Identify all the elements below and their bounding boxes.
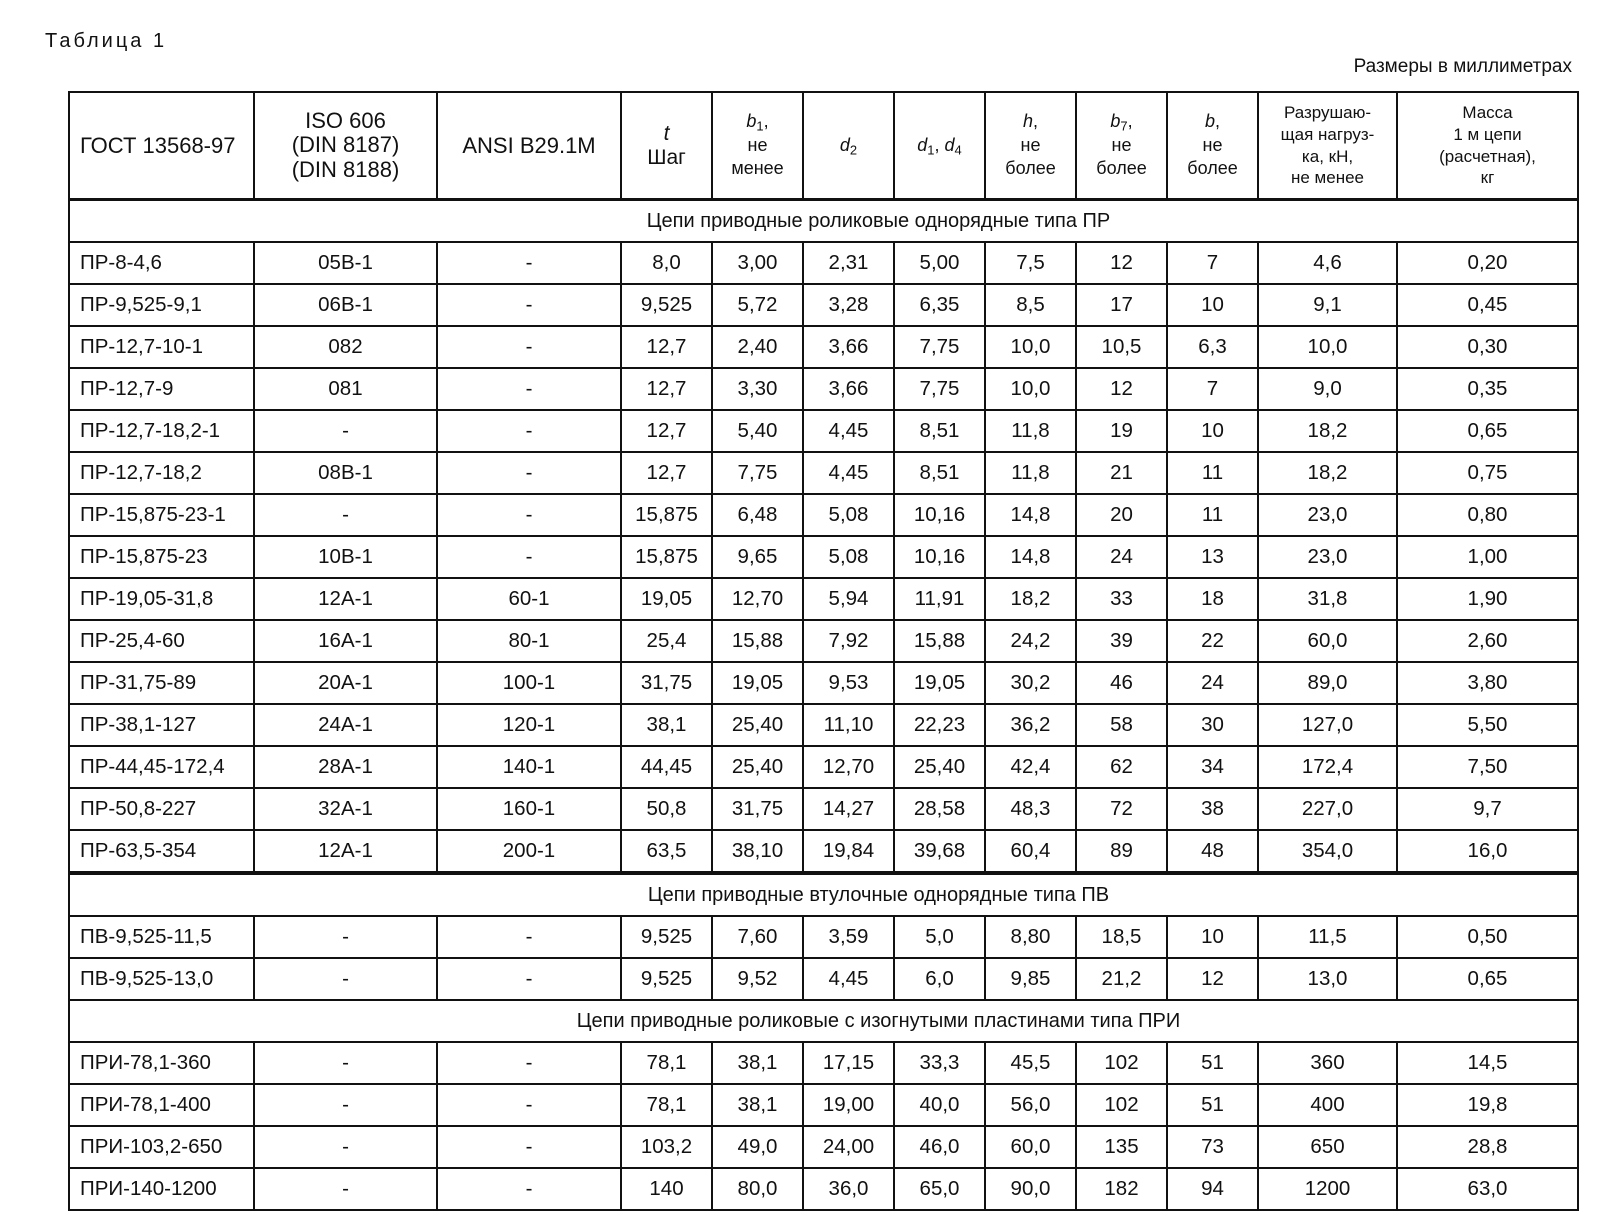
- table-cell: ПР-9,525-9,1: [69, 284, 254, 326]
- table-cell: 31,75: [712, 788, 803, 830]
- table-cell: 9,0: [1258, 368, 1397, 410]
- table-cell: 18,5: [1076, 916, 1167, 958]
- table-cell: 0,45: [1397, 284, 1578, 326]
- section-title: Цепи приводные роликовые однорядные типа ПР: [69, 200, 1578, 243]
- table-cell: 11,91: [894, 578, 985, 620]
- table-row: [69, 326, 1578, 368]
- table-cell: 160-1: [437, 788, 621, 830]
- table-cell: 38,1: [712, 1042, 803, 1084]
- table-row: [69, 958, 1578, 1000]
- table-cell: 650: [1258, 1126, 1397, 1168]
- table-cell: -: [437, 494, 621, 536]
- header-row: [69, 92, 1578, 200]
- header-mass: Масса 1 м цепи (расчетная), кг: [1397, 92, 1578, 200]
- table-cell: 42,4: [985, 746, 1076, 788]
- table-cell: 9,53: [803, 662, 894, 704]
- table-cell: 354,0: [1258, 830, 1397, 873]
- table-cell: 3,30: [712, 368, 803, 410]
- table-cell: 1,90: [1397, 578, 1578, 620]
- table-cell: 12,7: [621, 326, 712, 368]
- header-d1-d4: $d_1$, $d_4$: [894, 92, 985, 200]
- table-cell: 33: [1076, 578, 1167, 620]
- table-cell: -: [437, 916, 621, 958]
- table-cell: 16,0: [1397, 830, 1578, 873]
- section-row: [69, 200, 1578, 243]
- table-cell: 3,66: [803, 326, 894, 368]
- table-row: [69, 578, 1578, 620]
- section-title: Цепи приводные втулочные однорядные типа ПВ: [69, 873, 1578, 916]
- table-cell: 11: [1167, 452, 1258, 494]
- table-cell: 19,05: [712, 662, 803, 704]
- table-cell: 14,8: [985, 494, 1076, 536]
- table-cell: -: [437, 410, 621, 452]
- table-cell: 38,10: [712, 830, 803, 873]
- table-cell: 7,60: [712, 916, 803, 958]
- table-cell: 72: [1076, 788, 1167, 830]
- header-pitch: t Шаг: [621, 92, 712, 200]
- table-cell: 18,2: [1258, 410, 1397, 452]
- table-cell: 4,6: [1258, 242, 1397, 284]
- table-cell: 31,8: [1258, 578, 1397, 620]
- table-cell: 127,0: [1258, 704, 1397, 746]
- table-cell: 7,5: [985, 242, 1076, 284]
- table-row: [69, 1126, 1578, 1168]
- section-row: [69, 873, 1578, 916]
- table-cell: ПРИ-103,2-650: [69, 1126, 254, 1168]
- table-cell: 12: [1076, 242, 1167, 284]
- table-cell: 12А-1: [254, 830, 437, 873]
- table-row: [69, 788, 1578, 830]
- table-cell: 7,75: [894, 368, 985, 410]
- table-row: [69, 916, 1578, 958]
- header-breaking-load: Разрушаю- щая нагруз- ка, кН, не менее: [1258, 92, 1397, 200]
- table-cell: 12,7: [621, 410, 712, 452]
- table-row: [69, 1084, 1578, 1126]
- table-cell: 44,45: [621, 746, 712, 788]
- table-cell: 082: [254, 326, 437, 368]
- table-cell: 0,65: [1397, 410, 1578, 452]
- header-d2: $d_2$: [803, 92, 894, 200]
- table-cell: 38: [1167, 788, 1258, 830]
- table-cell: 200-1: [437, 830, 621, 873]
- header-h: h, не более: [985, 92, 1076, 200]
- table-cell: 24: [1076, 536, 1167, 578]
- table-row: [69, 746, 1578, 788]
- table-cell: ПРИ-78,1-400: [69, 1084, 254, 1126]
- table-cell: 7: [1167, 242, 1258, 284]
- table-cell: 18,2: [985, 578, 1076, 620]
- table-cell: 31,75: [621, 662, 712, 704]
- table-row: [69, 242, 1578, 284]
- table-cell: 38,1: [712, 1084, 803, 1126]
- table-cell: 24,2: [985, 620, 1076, 662]
- table-cell: 90,0: [985, 1168, 1076, 1210]
- table-cell: -: [254, 916, 437, 958]
- table-cell: 9,525: [621, 284, 712, 326]
- table-cell: 0,65: [1397, 958, 1578, 1000]
- table-cell: ПВ-9,525-11,5: [69, 916, 254, 958]
- table-cell: 17,15: [803, 1042, 894, 1084]
- table-cell: 28,58: [894, 788, 985, 830]
- table-cell: 9,525: [621, 958, 712, 1000]
- table-cell: 102: [1076, 1042, 1167, 1084]
- table-cell: -: [437, 958, 621, 1000]
- table-cell: ПР-15,875-23: [69, 536, 254, 578]
- table-cell: 102: [1076, 1084, 1167, 1126]
- table-cell: -: [254, 494, 437, 536]
- table-row: [69, 662, 1578, 704]
- table-cell: -: [254, 1126, 437, 1168]
- table-cell: 081: [254, 368, 437, 410]
- table-cell: 28,8: [1397, 1126, 1578, 1168]
- table-cell: -: [437, 452, 621, 494]
- table-cell: 48,3: [985, 788, 1076, 830]
- table-cell: 1,00: [1397, 536, 1578, 578]
- table-cell: 17: [1076, 284, 1167, 326]
- table-cell: ПВ-9,525-13,0: [69, 958, 254, 1000]
- table-cell: ПР-12,7-10-1: [69, 326, 254, 368]
- table-cell: 60-1: [437, 578, 621, 620]
- table-cell: 45,5: [985, 1042, 1076, 1084]
- table-cell: 227,0: [1258, 788, 1397, 830]
- table-cell: 13,0: [1258, 958, 1397, 1000]
- table-cell: 36,0: [803, 1168, 894, 1210]
- table-cell: 10,0: [985, 326, 1076, 368]
- table-cell: ПР-19,05-31,8: [69, 578, 254, 620]
- table-cell: 39: [1076, 620, 1167, 662]
- table-cell: 9,525: [621, 916, 712, 958]
- table-cell: 8,5: [985, 284, 1076, 326]
- table-cell: 135: [1076, 1126, 1167, 1168]
- table-cell: 12: [1076, 368, 1167, 410]
- table-row: [69, 1042, 1578, 1084]
- table-cell: 5,50: [1397, 704, 1578, 746]
- table-cell: -: [437, 284, 621, 326]
- table-cell: ПР-12,7-9: [69, 368, 254, 410]
- table-cell: 63,0: [1397, 1168, 1578, 1210]
- table-cell: 50,8: [621, 788, 712, 830]
- table-cell: 11,5: [1258, 916, 1397, 958]
- table-cell: 7,75: [712, 452, 803, 494]
- table-cell: 10В-1: [254, 536, 437, 578]
- table-cell: 25,40: [712, 746, 803, 788]
- header-gost: ГОСТ 13568-97: [69, 92, 254, 200]
- table-cell: 182: [1076, 1168, 1167, 1210]
- table-cell: 19: [1076, 410, 1167, 452]
- table-cell: 10,0: [1258, 326, 1397, 368]
- table-cell: 23,0: [1258, 494, 1397, 536]
- table-cell: 15,875: [621, 536, 712, 578]
- table-row: [69, 368, 1578, 410]
- table-cell: 6,0: [894, 958, 985, 1000]
- table-cell: 40,0: [894, 1084, 985, 1126]
- table-cell: 08В-1: [254, 452, 437, 494]
- table-cell: 11,8: [985, 452, 1076, 494]
- table-cell: 3,80: [1397, 662, 1578, 704]
- header-ansi: ANSI B29.1M: [437, 92, 621, 200]
- table-body: [69, 200, 1578, 1211]
- table-cell: 0,75: [1397, 452, 1578, 494]
- table-cell: 3,59: [803, 916, 894, 958]
- table-cell: 5,0: [894, 916, 985, 958]
- table-cell: 19,05: [621, 578, 712, 620]
- table-row: [69, 536, 1578, 578]
- table-cell: 10,0: [985, 368, 1076, 410]
- table-cell: ПРИ-140-1200: [69, 1168, 254, 1210]
- table-cell: 94: [1167, 1168, 1258, 1210]
- table-cell: 14,27: [803, 788, 894, 830]
- table-cell: 49,0: [712, 1126, 803, 1168]
- table-cell: 28А-1: [254, 746, 437, 788]
- table-cell: 360: [1258, 1042, 1397, 1084]
- table-cell: -: [437, 1126, 621, 1168]
- header-b: b, не более: [1167, 92, 1258, 200]
- table-cell: 22,23: [894, 704, 985, 746]
- table-cell: 30: [1167, 704, 1258, 746]
- units-note: Размеры в миллиметрах: [1353, 56, 1572, 77]
- table-cell: 5,08: [803, 494, 894, 536]
- table-cell: 32А-1: [254, 788, 437, 830]
- table-cell: ПР-12,7-18,2-1: [69, 410, 254, 452]
- table-cell: 10,5: [1076, 326, 1167, 368]
- table-cell: 89,0: [1258, 662, 1397, 704]
- table-row: [69, 494, 1578, 536]
- table-cell: 05В-1: [254, 242, 437, 284]
- section-title: Цепи приводные роликовые с изогнутыми пластинами типа ПРИ: [69, 1000, 1578, 1042]
- table-cell: 10: [1167, 410, 1258, 452]
- table-cell: -: [254, 1084, 437, 1126]
- table-cell: 120-1: [437, 704, 621, 746]
- table-cell: 8,51: [894, 410, 985, 452]
- table-cell: 78,1: [621, 1084, 712, 1126]
- table-cell: 140: [621, 1168, 712, 1210]
- table-cell: 7,50: [1397, 746, 1578, 788]
- table-cell: 6,35: [894, 284, 985, 326]
- table-cell: 10,16: [894, 536, 985, 578]
- table-cell: 46,0: [894, 1126, 985, 1168]
- table-cell: 0,80: [1397, 494, 1578, 536]
- header-b1: $b_1$, не менее: [712, 92, 803, 200]
- table-cell: ПР-63,5-354: [69, 830, 254, 873]
- table-cell: 14,8: [985, 536, 1076, 578]
- table-cell: 56,0: [985, 1084, 1076, 1126]
- table-cell: -: [254, 410, 437, 452]
- table-cell: -: [254, 1168, 437, 1210]
- table-cell: 6,48: [712, 494, 803, 536]
- table-cell: 0,50: [1397, 916, 1578, 958]
- table-cell: 36,2: [985, 704, 1076, 746]
- table-cell: 8,0: [621, 242, 712, 284]
- table-cell: 25,40: [894, 746, 985, 788]
- table-cell: ПР-15,875-23-1: [69, 494, 254, 536]
- table-cell: -: [437, 1168, 621, 1210]
- table-cell: 21,2: [1076, 958, 1167, 1000]
- table-cell: 34: [1167, 746, 1258, 788]
- table-cell: 400: [1258, 1084, 1397, 1126]
- table-cell: 73: [1167, 1126, 1258, 1168]
- table-cell: 15,875: [621, 494, 712, 536]
- table-cell: 11: [1167, 494, 1258, 536]
- table-cell: 48: [1167, 830, 1258, 873]
- table-cell: 3,28: [803, 284, 894, 326]
- table-cell: 51: [1167, 1042, 1258, 1084]
- table-cell: 18: [1167, 578, 1258, 620]
- table-cell: 12,70: [803, 746, 894, 788]
- table-cell: 89: [1076, 830, 1167, 873]
- table-cell: 51: [1167, 1084, 1258, 1126]
- table-cell: 25,40: [712, 704, 803, 746]
- table-cell: ПР-44,45-172,4: [69, 746, 254, 788]
- table-cell: -: [437, 368, 621, 410]
- table-cell: 0,30: [1397, 326, 1578, 368]
- table-cell: 2,40: [712, 326, 803, 368]
- table-cell: 30,2: [985, 662, 1076, 704]
- table-cell: 24А-1: [254, 704, 437, 746]
- table-row: [69, 704, 1578, 746]
- table-cell: 103,2: [621, 1126, 712, 1168]
- table-cell: 12А-1: [254, 578, 437, 620]
- table-cell: 33,3: [894, 1042, 985, 1084]
- table-cell: 9,85: [985, 958, 1076, 1000]
- table-cell: 19,84: [803, 830, 894, 873]
- table-cell: 12,70: [712, 578, 803, 620]
- table-cell: -: [437, 536, 621, 578]
- table-cell: 7: [1167, 368, 1258, 410]
- table-cell: 3,00: [712, 242, 803, 284]
- table-cell: -: [437, 242, 621, 284]
- table-cell: 5,00: [894, 242, 985, 284]
- table-cell: 24,00: [803, 1126, 894, 1168]
- table-cell: 13: [1167, 536, 1258, 578]
- table-cell: 12,7: [621, 452, 712, 494]
- table-row: [69, 830, 1578, 873]
- table-cell: 22: [1167, 620, 1258, 662]
- table-cell: 11,8: [985, 410, 1076, 452]
- table-cell: ПР-38,1-127: [69, 704, 254, 746]
- table-cell: 06В-1: [254, 284, 437, 326]
- table-cell: -: [437, 326, 621, 368]
- table-cell: 7,75: [894, 326, 985, 368]
- table-cell: 12: [1167, 958, 1258, 1000]
- table-cell: 5,08: [803, 536, 894, 578]
- table-cell: 20А-1: [254, 662, 437, 704]
- table-row: [69, 620, 1578, 662]
- table-cell: 60,0: [985, 1126, 1076, 1168]
- table-cell: 39,68: [894, 830, 985, 873]
- table-caption: Таблица 1: [45, 30, 168, 52]
- table-cell: 0,20: [1397, 242, 1578, 284]
- table-cell: 24: [1167, 662, 1258, 704]
- table-cell: 18,2: [1258, 452, 1397, 494]
- table-cell: 19,00: [803, 1084, 894, 1126]
- table-cell: 4,45: [803, 958, 894, 1000]
- table-cell: 4,45: [803, 452, 894, 494]
- table-cell: -: [254, 958, 437, 1000]
- table-cell: 78,1: [621, 1042, 712, 1084]
- table-cell: 63,5: [621, 830, 712, 873]
- table-cell: 38,1: [621, 704, 712, 746]
- table-cell: 9,52: [712, 958, 803, 1000]
- table-cell: -: [437, 1084, 621, 1126]
- table-cell: 2,31: [803, 242, 894, 284]
- table-cell: 14,5: [1397, 1042, 1578, 1084]
- table-cell: 10: [1167, 916, 1258, 958]
- table-cell: 10: [1167, 284, 1258, 326]
- table-row: [69, 410, 1578, 452]
- table-cell: 9,1: [1258, 284, 1397, 326]
- table-cell: 100-1: [437, 662, 621, 704]
- table-cell: 0,35: [1397, 368, 1578, 410]
- table-cell: 12,7: [621, 368, 712, 410]
- table-cell: 9,65: [712, 536, 803, 578]
- table-cell: 16А-1: [254, 620, 437, 662]
- table-cell: 80,0: [712, 1168, 803, 1210]
- table-cell: -: [437, 1042, 621, 1084]
- table-cell: 15,88: [712, 620, 803, 662]
- table-cell: 23,0: [1258, 536, 1397, 578]
- table-cell: 8,80: [985, 916, 1076, 958]
- table-cell: 4,45: [803, 410, 894, 452]
- table-cell: 6,3: [1167, 326, 1258, 368]
- table-cell: 46: [1076, 662, 1167, 704]
- table-cell: 8,51: [894, 452, 985, 494]
- table-cell: ПР-12,7-18,2: [69, 452, 254, 494]
- table-cell: 11,10: [803, 704, 894, 746]
- table-cell: 1200: [1258, 1168, 1397, 1210]
- table-cell: 15,88: [894, 620, 985, 662]
- table-cell: ПР-50,8-227: [69, 788, 254, 830]
- table-cell: 60,0: [1258, 620, 1397, 662]
- table-cell: ПР-8-4,6: [69, 242, 254, 284]
- table-cell: -: [254, 1042, 437, 1084]
- table-cell: 21: [1076, 452, 1167, 494]
- table-cell: 20: [1076, 494, 1167, 536]
- table-cell: 10,16: [894, 494, 985, 536]
- table-cell: 58: [1076, 704, 1167, 746]
- table-cell: 7,92: [803, 620, 894, 662]
- table-cell: 140-1: [437, 746, 621, 788]
- table-cell: ПР-31,75-89: [69, 662, 254, 704]
- table-cell: 60,4: [985, 830, 1076, 873]
- table-cell: 2,60: [1397, 620, 1578, 662]
- chain-spec-table: [68, 91, 1579, 1211]
- header-b7: $b_7$, не более: [1076, 92, 1167, 200]
- table-cell: 65,0: [894, 1168, 985, 1210]
- table-cell: 3,66: [803, 368, 894, 410]
- table-cell: 5,72: [712, 284, 803, 326]
- header-iso: ISO 606 (DIN 8187) (DIN 8188): [254, 92, 437, 200]
- table-row: [69, 452, 1578, 494]
- table-row: [69, 284, 1578, 326]
- table-cell: 19,8: [1397, 1084, 1578, 1126]
- table-cell: 5,40: [712, 410, 803, 452]
- table-row: [69, 1168, 1578, 1210]
- table-cell: ПРИ-78,1-360: [69, 1042, 254, 1084]
- table-cell: 5,94: [803, 578, 894, 620]
- table-cell: ПР-25,4-60: [69, 620, 254, 662]
- table-cell: 62: [1076, 746, 1167, 788]
- section-row: [69, 1000, 1578, 1042]
- table-cell: 25,4: [621, 620, 712, 662]
- table-cell: 80-1: [437, 620, 621, 662]
- table-cell: 172,4: [1258, 746, 1397, 788]
- table-cell: 9,7: [1397, 788, 1578, 830]
- table-cell: 19,05: [894, 662, 985, 704]
